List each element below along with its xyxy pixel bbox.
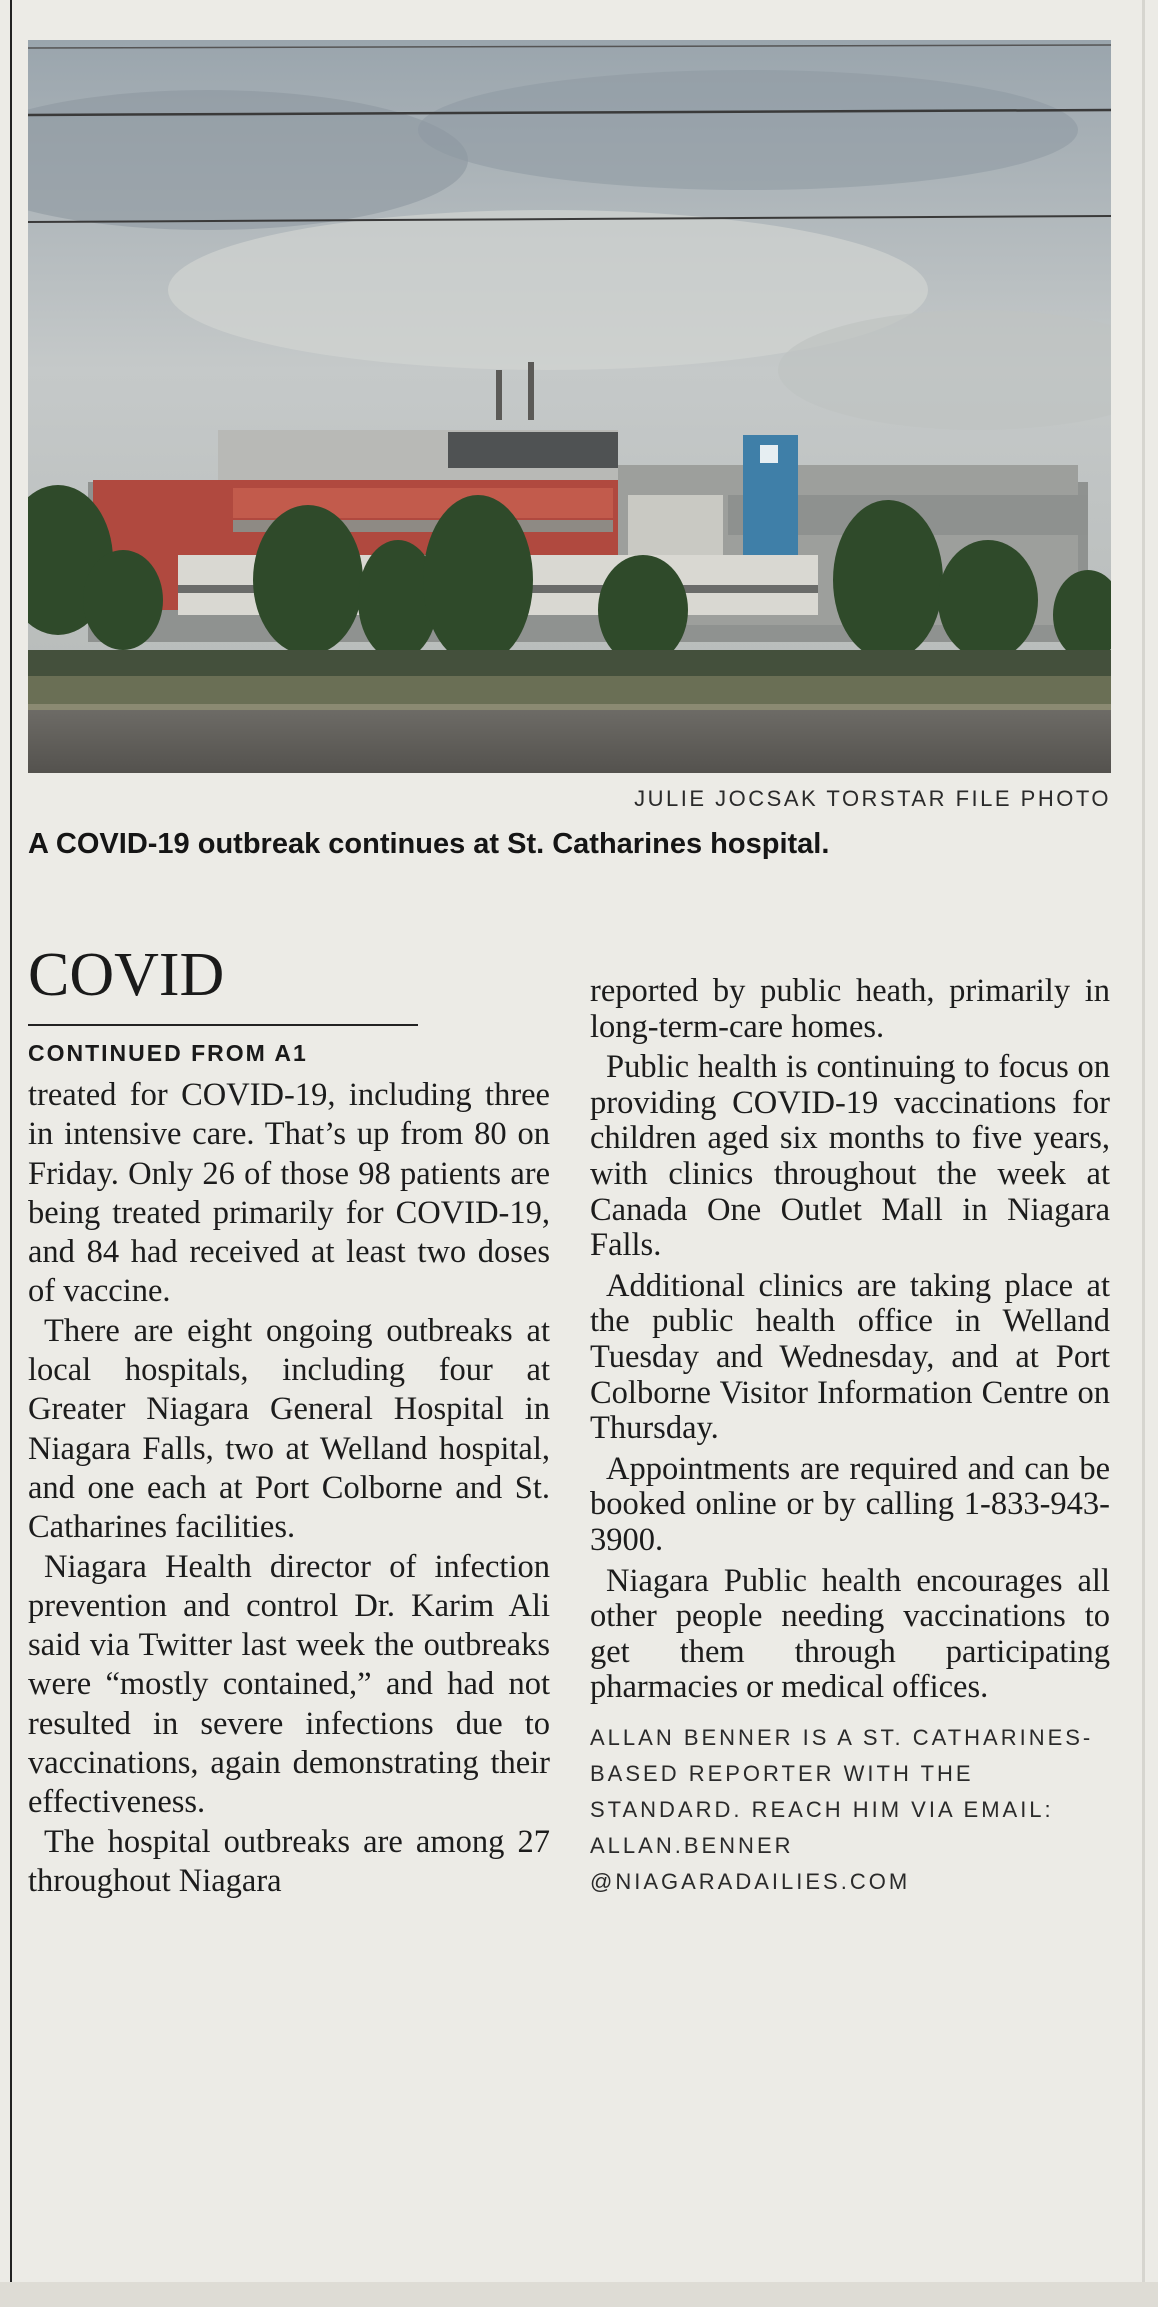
continued-from-label: CONTINUED FROM A1 [28,1040,308,1066]
headline-divider [28,1024,418,1026]
article-column-left [28,942,550,1901]
article-body-left [28,1076,550,1901]
column-rule [10,0,12,2307]
article-paragraph: There are eight ongoing outbreaks at local hospitals, including four at Greater Niagara General Hospital in Niagara Falls, two at Welland hospital, and one each at Port Colborne and St. Catharines facilities. [28,1312,550,1546]
article-column-right [590,974,1110,1900]
author-tagline: ALLAN BENNER IS A ST. CATHARINES-BASED REPORTER WITH THE STANDARD. REACH HIM VIA EMAIL: ALLAN.BENNER @NIAGARADAILIES.COM [590,1724,1094,1894]
article-paragraph: Public health is continuing to focus on providing COVID-19 vaccinations for children aged six months to five years, with clinics throughout the week at Canada One Outlet Mall in Niagara Falls. [590,1049,1110,1264]
article-body-right [590,974,1110,1706]
article-paragraph: Appointments are required and can be booked online or by calling 1-833-943-3900. [590,1450,1110,1558]
page-edge [1142,0,1145,2307]
article-paragraph: Additional clinics are taking place at the public health office in Welland Tuesday and Wednesday, and at Port Colborne Visitor Information Centre on Thursday. [590,1267,1110,1447]
photo-credit: JULIE JOCSAK TORSTAR FILE PHOTO [634,786,1111,811]
article-headline: COVID [28,941,225,1009]
article-paragraph: Niagara Public health encourages all other people needing vaccinations to get them through participating pharmacies or medical offices. [590,1562,1110,1706]
article-paragraph: treated for COVID-19, including three in intensive care. That’s up from 80 on Friday. Only 26 of those 98 patients are being treated primarily for COVID-19, and 84 had received at least two doses of vaccine. [28,1077,550,1310]
article-paragraph: The hospital outbreaks are among 27 throughout Niagara [28,1823,550,1899]
article-paragraph: Niagara Health director of infection prevention and control Dr. Karim Ali said via Twitter last week the outbreaks were “mostly contained,” and had not resulted in severe infections due to vaccinations, again demonstrating their effectiveness. [28,1548,550,1821]
hospital-building-photo [28,40,1111,773]
photo-caption: A COVID-19 outbreak continues at St. Catharines hospital. [28,828,830,860]
article-paragraph: reported by public heath, primarily in long-term-care homes. [590,973,1110,1045]
page-bottom-edge [0,2282,1158,2307]
